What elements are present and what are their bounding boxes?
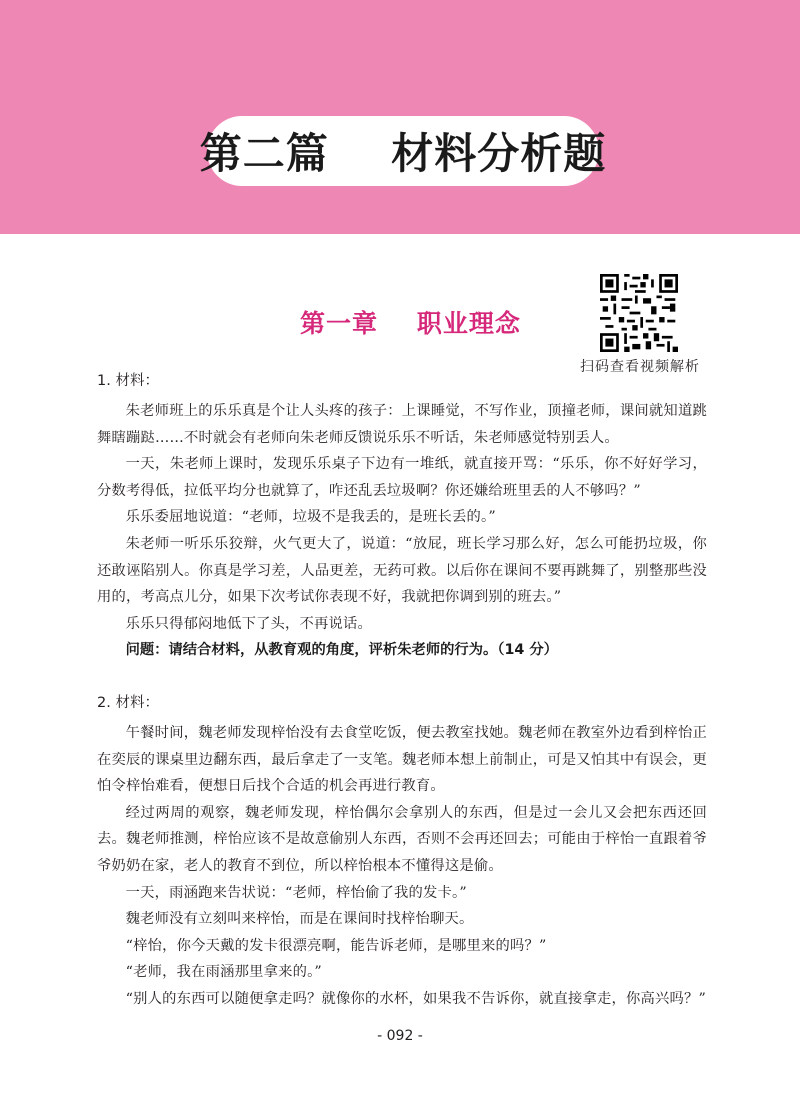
question-2-paragraph: “老师，我在雨涵那里拿来的。” xyxy=(125,964,322,981)
question-2-paragraph: 魏老师没有立刻叫来梓怡，而是在课间时找梓怡聊天。 xyxy=(125,911,474,928)
qr-caption: 扫码查看视频解析 xyxy=(580,359,700,375)
question-1-paragraph: 一天，朱老师上课时，发现乐乐桌子下边有一堆纸，就直接开骂：“乐乐，你不好好学习，分数考得低，拉低平均分也就算了，咋还乱丢垃圾啊？你还嫌给班里丢的人不够吗？” xyxy=(97,456,707,499)
question-1-label: 1. 材料： xyxy=(97,373,159,389)
question-1-paragraph: 朱老师一听乐乐狡辩，火气更大了，说道：“放屁，班长学习那么好，怎么可能扔垃圾，你还敢诬陷别人。你真是学习差，人品更差，无药可救。以后你在课间不要再跳舞了，别整那些没用的，考高点儿分，如果下次考试你表现不好，我就把你调到别的班去。” xyxy=(97,535,707,606)
question-2-paragraph: “梓怡，你今天戴的发卡很漂亮啊，能告诉老师，是哪里来的吗？” xyxy=(125,937,547,954)
part-title: 第二篇 材料分析题 xyxy=(207,116,599,186)
question-2-paragraph: 经过两周的观察，魏老师发现，梓怡偶尔会拿别人的东西，但是过一会儿又会把东西还回去。魏老师推测，梓怡应该不是故意偷别人东西，否则不会再还回去；可能由于梓怡一直跟着爷爷奶奶在家，老人的教育不到位，所以梓怡根本不懂得这是偷。 xyxy=(97,804,707,874)
question-2-label: 2. 材料： xyxy=(97,695,159,711)
question-1 xyxy=(97,370,707,664)
question-2-paragraph: 一天，雨涵跑来告状说：“老师，梓怡偷了我的发卡。” xyxy=(125,884,467,901)
question-1-paragraph: 乐乐只得郁闷地低下了头，不再说话。 xyxy=(125,615,373,632)
question-2-paragraph: 午餐时间，魏老师发现梓怡没有去食堂吃饭，便去教室找她。魏老师在教室外边看到梓怡正在奕辰的课桌里边翻东西，最后拿走了一支笔。魏老师本想上前制止，可是又怕其中有误会，更怕令梓怡难看，便想日后找个合适的机会再进行教育。 xyxy=(97,725,707,795)
question-1-paragraph: 朱老师班上的乐乐真是个让人头疼的孩子：上课睡觉，不写作业，顶撞老师，课间就知道跳舞瞎蹦跶……不时就会有老师向朱老师反馈说乐乐不听话，朱老师感觉特别丢人。 xyxy=(97,403,707,446)
header-banner xyxy=(0,0,800,234)
question-1-paragraph: 乐乐委屈地说道：“老师，垃圾不是我丢的，是班长丢的。” xyxy=(125,509,496,526)
question-1-prompt: 问题：请结合材料，从教育观的角度，评析朱老师的行为。（14 分） xyxy=(125,642,558,659)
question-2 xyxy=(97,692,707,1013)
chapter-title: 第一章 职业理念 xyxy=(300,309,521,338)
page-number: - 092 - xyxy=(377,1028,423,1044)
qr-code-icon[interactable] xyxy=(600,274,678,352)
question-2-paragraph: “别人的东西可以随便拿走吗？就像你的水杯，如果我不告诉你，就直接拿走，你高兴吗？” xyxy=(125,990,706,1007)
